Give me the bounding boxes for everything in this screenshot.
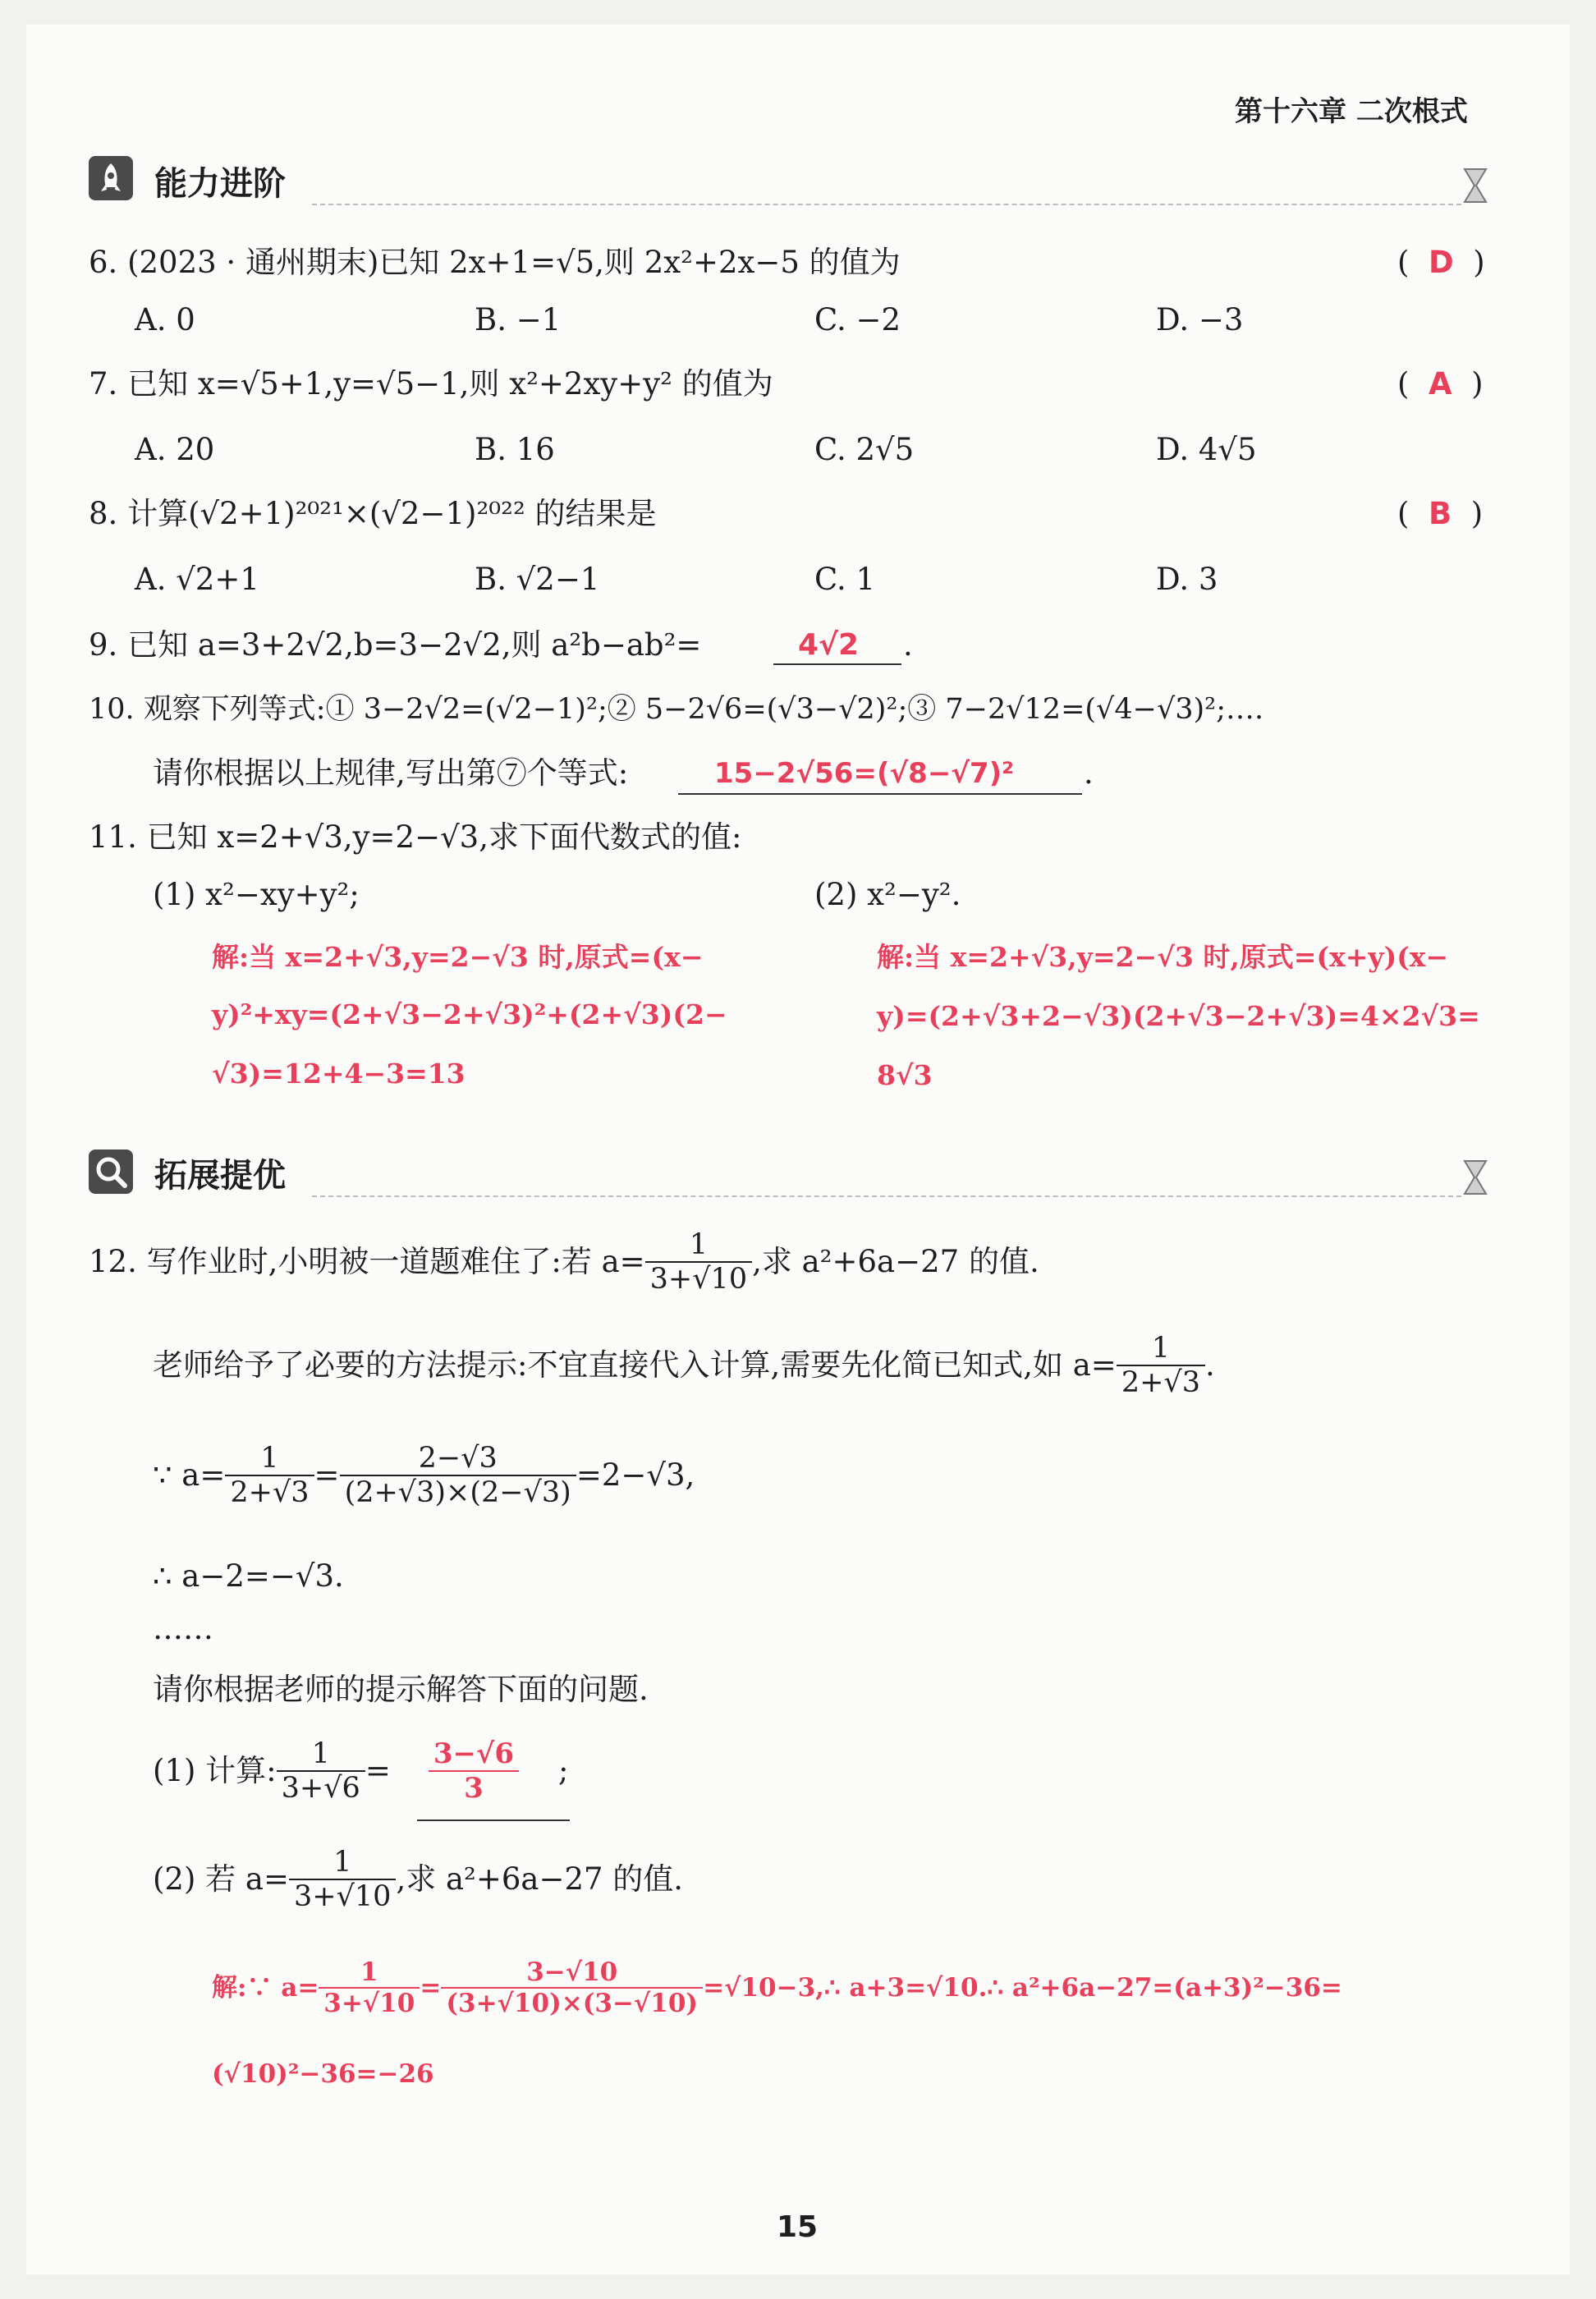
teacher-hint [153, 1332, 1215, 1399]
question-8: 8. 计算(√2+1)²⁰²¹×(√2−1)²⁰²² 的结果是 [89, 496, 657, 531]
question-11: 11. 已知 x=2+√3,y=2−√3,求下面代数式的值: [89, 819, 742, 855]
answer-7: A [1428, 366, 1452, 402]
numerator: 1 [225, 1442, 314, 1476]
denominator: (3+√10)×(3−√10) [446, 1989, 699, 2018]
semicolon: ; [557, 1753, 569, 1788]
answer-8: B [1428, 496, 1452, 531]
question-11-part1: (1) x²−xy+y²; [153, 877, 360, 912]
numerator: 3−√6 [429, 1737, 519, 1772]
answer-paren-8: ( B ) [1397, 496, 1484, 531]
fraction [277, 1737, 365, 1805]
hint-text: 老师给予了必要的方法提示:不宜直接代入计算,需要先化简已知式,如 a= [153, 1347, 1117, 1383]
denominator: 3+√10 [649, 1263, 748, 1296]
magnifier-icon [89, 1150, 133, 1194]
part2-text: ,求 a²+6a−27 的值. [396, 1861, 684, 1897]
answer-blank-9 [773, 663, 901, 665]
option-d: D. −3 [1156, 302, 1244, 337]
answer-paren-6: ( D ) [1397, 245, 1485, 280]
numerator: 1 [289, 1846, 396, 1880]
ask-text: 请你根据老师的提示解答下面的问题. [153, 1672, 649, 1707]
question-11-part2: (2) x²−y². [814, 877, 961, 912]
rocket-icon [89, 156, 133, 200]
ellipsis: …… [153, 1611, 213, 1646]
part1-label: (1) 计算: [153, 1753, 277, 1788]
equals: = [365, 1753, 391, 1788]
because-end: =2−√3, [576, 1457, 695, 1493]
answer-10: 15−2√56=(√8−√7)² [714, 757, 1015, 790]
answer-12-1 [429, 1737, 519, 1805]
question-10-prompt: 请你根据以上规律,写出第⑦个等式: [153, 755, 629, 791]
option-a: A. 0 [135, 302, 195, 337]
denominator: 3+√10 [294, 1880, 392, 1913]
solution-11-1-line3: √3)=12+4−3=13 [212, 1058, 466, 1090]
numerator: 1 [319, 1957, 420, 1989]
denominator: 2+√3 [1121, 1366, 1200, 1399]
period: . [903, 627, 913, 663]
solution-11-1-line2: y)²+xy=(2+√3−2+√3)²+(2+√3)(2− [212, 998, 727, 1030]
section-divider [312, 204, 1461, 205]
question-12 [89, 1228, 1039, 1296]
denominator: 3+√6 [281, 1772, 360, 1805]
question-10: 10. 观察下列等式:① 3−2√2=(√2−1)²;② 5−2√6=(√3−√2)²;③ 7−2√12=(√4−√3)²;…. [89, 693, 1264, 726]
option-d: D. 3 [1156, 562, 1218, 597]
fraction [1117, 1332, 1205, 1399]
answer-paren-7: ( A ) [1397, 366, 1484, 402]
page-number: 15 [777, 2210, 819, 2244]
because-text: ∵ a= [153, 1457, 226, 1493]
solution-11-2-line3: 8√3 [877, 1059, 933, 1091]
option-a: A. √2+1 [135, 562, 259, 597]
fraction [289, 1846, 396, 1913]
question-6: 6. (2023 · 通州期末)已知 2x+1=√5,则 2x²+2x−5 的值为 [89, 245, 901, 280]
denominator: 3 [464, 1772, 484, 1805]
option-b: B. 16 [475, 432, 555, 467]
section-divider [312, 1195, 1461, 1197]
solution-11-2-line1: 解:当 x=2+√3,y=2−√3 时,原式=(x+y)(x− [877, 941, 1449, 973]
denominator: 2+√3 [230, 1476, 310, 1509]
numerator: 3−√10 [441, 1957, 703, 1989]
numerator: 1 [645, 1228, 752, 1263]
fraction [225, 1442, 314, 1509]
denominator: (2+√3)×(2−√3) [344, 1476, 571, 1509]
period: . [1084, 755, 1094, 791]
fraction [340, 1442, 576, 1509]
solution-11-2-line2: y)=(2+√3+2−√3)(2+√3−2+√3)=4×2√3= [877, 1000, 1480, 1032]
solution-text: =√10−3,∴ a+3=√10.∴ a²+6a−27=(a+3)²−36= [703, 1973, 1342, 2003]
equals: = [314, 1457, 340, 1493]
solution-text: 解:∵ a= [212, 1973, 319, 2003]
hint-end: . [1204, 1347, 1215, 1383]
solution-12-line2: (√10)²−36=−26 [212, 2059, 434, 2089]
answer-blank-12-1 [417, 1819, 570, 1821]
question-12-part1 [153, 1737, 568, 1805]
because-line [153, 1442, 695, 1509]
answer-9: 4√2 [798, 628, 860, 662]
option-b: B. √2−1 [475, 562, 600, 597]
denominator: 3+√10 [323, 1989, 415, 2018]
question-12-text-end: ,求 a²+6a−27 的值. [752, 1244, 1039, 1279]
option-d: D. 4√5 [1156, 432, 1257, 467]
option-c: C. 1 [814, 562, 876, 597]
option-a: A. 20 [135, 432, 215, 467]
chapter-header: 第十六章 二次根式 [1235, 95, 1468, 128]
question-12-part2 [153, 1846, 683, 1913]
answer-blank-10 [678, 793, 1082, 795]
question-9: 9. 已知 a=3+2√2,b=3−2√2,则 a²b−ab²= [89, 627, 702, 663]
numerator: 1 [277, 1737, 365, 1772]
numerator: 1 [1117, 1332, 1205, 1366]
option-c: C. 2√5 [814, 432, 915, 467]
question-12-text: 12. 写作业时,小明被一道题难住了:若 a= [89, 1244, 645, 1279]
option-b: B. −1 [475, 302, 562, 337]
solution-11-1-line1: 解:当 x=2+√3,y=2−√3 时,原式=(x− [212, 941, 704, 973]
section-title-extension: 拓展提优 [154, 1157, 286, 1195]
hourglass-icon [1461, 166, 1489, 210]
answer-6: D [1428, 245, 1454, 280]
therefore-line: ∴ a−2=−√3. [153, 1558, 344, 1594]
section-title-advanced: 能力进阶 [154, 165, 286, 203]
fraction [441, 1957, 703, 2018]
equals: = [420, 1973, 442, 2003]
fraction [319, 1957, 420, 2018]
question-7: 7. 已知 x=√5+1,y=√5−1,则 x²+2xy+y² 的值为 [89, 366, 773, 402]
hourglass-icon [1461, 1158, 1489, 1202]
solution-12-line1 [212, 1957, 1342, 2018]
numerator: 2−√3 [340, 1442, 576, 1476]
option-c: C. −2 [814, 302, 901, 337]
fraction [645, 1228, 752, 1296]
part2-label: (2) 若 a= [153, 1861, 289, 1897]
